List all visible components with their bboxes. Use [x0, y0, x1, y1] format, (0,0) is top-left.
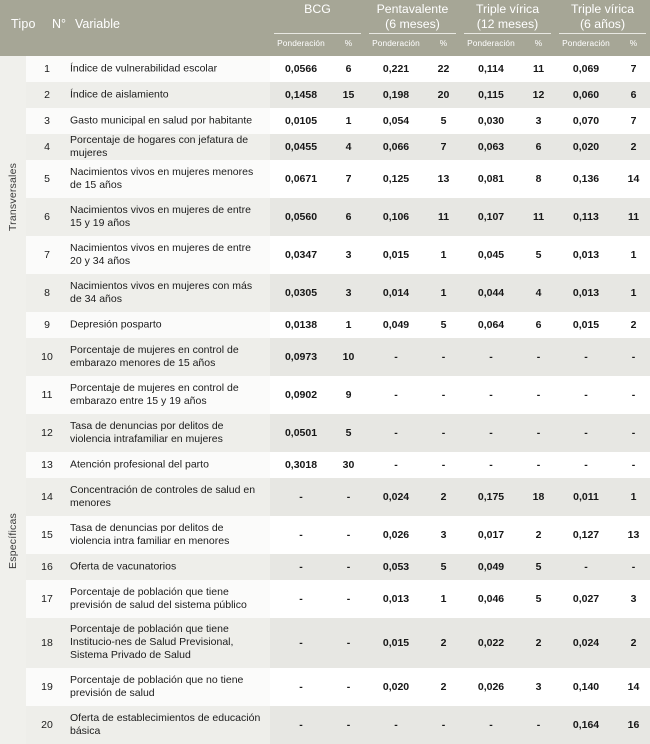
cell-triple-virica-12m-percent: 18: [532, 491, 545, 503]
cell-triple-virica-12m-percent: 5: [535, 593, 542, 605]
cell-triple-virica-12m-ponderacion: 0,114: [478, 63, 504, 75]
cell-triple-virica-6a-percent: -: [631, 351, 636, 363]
cell-triple-virica-6a-ponderacion: 0,015: [572, 319, 600, 331]
cell-pentavalente-percent: 5: [440, 561, 447, 573]
table-row: [0, 554, 650, 580]
cell-pentavalente-percent: -: [441, 427, 446, 439]
vaccine-group-name: Triple vírica: [570, 2, 635, 16]
cell-triple-virica-12m-percent: 3: [535, 681, 542, 693]
cell-triple-virica-6a-ponderacion: 0,013: [572, 287, 600, 299]
cell-pentavalente-ponderacion: -: [394, 389, 398, 401]
cell-triple-virica-6a-ponderacion: 0,024: [572, 637, 600, 649]
cell-pentavalente-percent: 20: [437, 89, 450, 101]
row-number: 9: [44, 319, 50, 331]
cell-triple-virica-6a-percent: 7: [630, 115, 637, 127]
cell-pentavalente-ponderacion: 0,015: [382, 249, 410, 261]
cell-triple-virica-6a-ponderacion: -: [584, 459, 588, 471]
cell-bcg-percent: 7: [345, 173, 352, 185]
cell-triple-virica-12m-percent: 4: [535, 287, 542, 299]
cell-bcg-ponderacion: 0,0566: [284, 63, 318, 75]
row-number: 6: [44, 211, 50, 223]
subcolumn-header-ponderacion-1: Ponderación: [277, 38, 325, 48]
cell-bcg-percent: 6: [345, 63, 352, 75]
cell-triple-virica-12m-ponderacion: 0,046: [477, 593, 505, 605]
subcolumn-header-ponderacion-2: Ponderación: [372, 38, 420, 48]
cell-pentavalente-percent: 2: [440, 637, 447, 649]
row-variable-label: Depresión posparto: [70, 318, 162, 331]
cell-triple-virica-6a-percent: 7: [630, 63, 637, 75]
table-row: [0, 160, 650, 198]
cell-triple-virica-6a-percent: 6: [630, 89, 637, 101]
row-variable-label: Porcentaje de población que no tiene previsión de salud: [70, 673, 244, 699]
cell-bcg-ponderacion: 0,0671: [284, 173, 318, 185]
cell-triple-virica-12m-percent: -: [536, 719, 541, 731]
cell-triple-virica-12m-ponderacion: 0,022: [477, 637, 505, 649]
cell-pentavalente-ponderacion: 0,020: [382, 681, 410, 693]
cell-bcg-percent: -: [346, 491, 351, 503]
row-variable-label: Nacimientos vivos en mujeres de entre 20 y 34 años: [70, 241, 251, 267]
row-variable-label: Índice de aislamiento: [70, 88, 169, 101]
cell-bcg-percent: 1: [345, 115, 352, 127]
cell-pentavalente-percent: -: [441, 389, 446, 401]
cell-bcg-ponderacion: -: [299, 593, 303, 605]
cell-pentavalente-ponderacion: 0,106: [382, 211, 410, 223]
row-number: 3: [44, 115, 50, 127]
cell-bcg-percent: 3: [345, 249, 352, 261]
cell-bcg-ponderacion: -: [299, 561, 303, 573]
cell-triple-virica-12m-ponderacion: 0,107: [477, 211, 505, 223]
cell-pentavalente-percent: 5: [440, 115, 447, 127]
vaccine-group-header-4: [555, 2, 650, 31]
cell-triple-virica-6a-percent: 1: [630, 287, 637, 299]
row-number: 7: [44, 249, 50, 261]
cell-bcg-ponderacion: 0,1458: [284, 89, 318, 101]
row-number: 16: [41, 561, 53, 573]
cell-bcg-percent: 10: [342, 351, 355, 363]
group-divider-rule: [464, 33, 551, 34]
cell-pentavalente-ponderacion: 0,054: [382, 115, 410, 127]
cell-pentavalente-percent: 1: [440, 249, 447, 261]
cell-triple-virica-12m-percent: 5: [535, 561, 542, 573]
cell-bcg-ponderacion: -: [299, 491, 303, 503]
type-group-label: Transversales: [7, 162, 19, 232]
cell-triple-virica-6a-ponderacion: 0,140: [572, 681, 600, 693]
cell-bcg-percent: 4: [345, 141, 352, 153]
row-number: 5: [44, 173, 50, 185]
cell-triple-virica-12m-ponderacion: 0,115: [478, 89, 504, 101]
cell-triple-virica-12m-percent: 3: [535, 115, 542, 127]
cell-bcg-percent: -: [346, 681, 351, 693]
cell-bcg-percent: -: [346, 719, 351, 731]
cell-triple-virica-12m-ponderacion: -: [489, 459, 493, 471]
cell-pentavalente-ponderacion: 0,049: [382, 319, 410, 331]
cell-pentavalente-ponderacion: 0,026: [382, 529, 410, 541]
cell-pentavalente-ponderacion: -: [394, 351, 398, 363]
cell-triple-virica-12m-ponderacion: -: [489, 389, 493, 401]
cell-pentavalente-ponderacion: -: [394, 427, 398, 439]
cell-bcg-percent: 15: [342, 89, 355, 101]
cell-pentavalente-ponderacion: 0,125: [382, 173, 410, 185]
cell-triple-virica-6a-ponderacion: 0,027: [572, 593, 600, 605]
cell-triple-virica-12m-percent: 2: [535, 529, 542, 541]
cell-triple-virica-12m-ponderacion: 0,017: [477, 529, 505, 541]
row-variable-label: Porcentaje de población que tiene Institucio-nes de Salud Previsional, Sistema Privado de Salud: [70, 623, 234, 662]
cell-bcg-ponderacion: 0,0501: [284, 427, 318, 439]
cell-bcg-ponderacion: -: [299, 719, 303, 731]
table-header-left: [0, 0, 270, 56]
column-header-tipo: Tipo: [11, 17, 36, 31]
cell-triple-virica-12m-ponderacion: -: [489, 427, 493, 439]
cell-triple-virica-6a-ponderacion: 0,136: [572, 173, 600, 185]
row-variable-label: Porcentaje de población que tiene previsión de salud del sistema público: [70, 585, 247, 611]
group-divider-rule: [274, 33, 361, 34]
table-row: [0, 668, 650, 706]
cell-triple-virica-6a-ponderacion: 0,113: [573, 211, 599, 223]
cell-pentavalente-ponderacion: 0,221: [382, 63, 410, 75]
cell-pentavalente-ponderacion: 0,198: [382, 89, 410, 101]
row-variable-label: Nacimientos vivos en mujeres menores de 15 años: [70, 165, 254, 191]
row-variable-label: Nacimientos vivos en mujeres de entre 15 y 19 años: [70, 203, 251, 229]
table-row: [0, 618, 650, 668]
cell-pentavalente-percent: 22: [437, 63, 450, 75]
cell-triple-virica-12m-percent: 11: [532, 63, 545, 75]
table-row: [0, 108, 650, 134]
cell-bcg-ponderacion: 0,0560: [284, 211, 318, 223]
cell-triple-virica-6a-percent: -: [631, 427, 636, 439]
subcolumn-header-percent-2: %: [439, 38, 448, 48]
cell-triple-virica-12m-percent: -: [536, 459, 541, 471]
cell-bcg-percent: -: [346, 593, 351, 605]
cell-pentavalente-percent: 1: [440, 593, 447, 605]
subcolumn-header-ponderacion-4: Ponderación: [562, 38, 610, 48]
row-number: 12: [41, 427, 53, 439]
cell-triple-virica-6a-percent: 2: [630, 141, 637, 153]
table-row: [0, 82, 650, 108]
cell-bcg-ponderacion: 0,0105: [284, 115, 318, 127]
vaccine-group-name: Pentavalente: [376, 2, 449, 16]
row-number: 15: [41, 529, 53, 541]
cell-triple-virica-12m-percent: 12: [532, 89, 545, 101]
cell-triple-virica-6a-ponderacion: 0,069: [572, 63, 600, 75]
cell-bcg-percent: 30: [342, 459, 355, 471]
cell-triple-virica-12m-ponderacion: 0,064: [477, 319, 505, 331]
cell-pentavalente-percent: -: [441, 351, 446, 363]
cell-bcg-ponderacion: 0,0347: [284, 249, 318, 261]
cell-pentavalente-percent: 13: [437, 173, 450, 185]
row-variable-label: Tasa de denuncias por delitos de violencia intrafamiliar en mujeres: [70, 419, 224, 445]
cell-triple-virica-6a-ponderacion: 0,011: [573, 491, 599, 503]
row-number: 1: [44, 63, 50, 75]
cell-pentavalente-ponderacion: 0,053: [382, 561, 410, 573]
vaccine-group-header-1: [270, 2, 365, 17]
cell-bcg-ponderacion: 0,0455: [284, 141, 318, 153]
row-number: 18: [41, 637, 53, 649]
subcolumn-header-ponderacion-3: Ponderación: [467, 38, 515, 48]
cell-bcg-percent: 5: [345, 427, 352, 439]
cell-bcg-ponderacion: 0,0138: [284, 319, 318, 331]
cell-triple-virica-12m-percent: -: [536, 389, 541, 401]
cell-triple-virica-6a-ponderacion: 0,020: [572, 141, 600, 153]
row-number: 8: [44, 287, 50, 299]
cell-triple-virica-6a-percent: -: [631, 389, 636, 401]
cell-bcg-percent: 1: [345, 319, 352, 331]
cell-triple-virica-12m-ponderacion: 0,026: [477, 681, 505, 693]
row-number: 19: [41, 681, 53, 693]
row-variable-label: Oferta de establecimientos de educación básica: [70, 711, 261, 737]
table-row: [0, 478, 650, 516]
table-row: [0, 134, 650, 160]
cell-triple-virica-12m-percent: 2: [535, 637, 542, 649]
vaccine-group-age: (6 meses): [385, 16, 440, 31]
cell-triple-virica-6a-percent: 1: [630, 491, 637, 503]
row-variable-label: Porcentaje de mujeres en control de embarazo entre 15 y 19 años: [70, 381, 239, 407]
table-header: [0, 0, 650, 56]
cell-bcg-percent: -: [346, 529, 351, 541]
cell-pentavalente-percent: -: [441, 459, 446, 471]
cell-bcg-ponderacion: 0,0305: [284, 287, 318, 299]
cell-bcg-ponderacion: 0,3018: [284, 459, 318, 471]
cell-triple-virica-12m-ponderacion: 0,175: [477, 491, 505, 503]
table-row: [0, 706, 650, 744]
row-number: 17: [41, 593, 53, 605]
cell-triple-virica-6a-percent: 3: [630, 593, 637, 605]
row-variable-label: Oferta de vacunatorios: [70, 560, 177, 573]
cell-triple-virica-6a-ponderacion: -: [584, 351, 588, 363]
cell-triple-virica-6a-ponderacion: 0,164: [572, 719, 600, 731]
vaccine-group-age: (6 años): [579, 16, 626, 31]
table-header-groups: [270, 0, 650, 56]
row-variable-label: Nacimientos vivos en mujeres con más de 34 años: [70, 279, 253, 305]
cell-triple-virica-6a-ponderacion: 0,013: [572, 249, 600, 261]
cell-bcg-ponderacion: 0,0973: [284, 351, 318, 363]
row-number: 4: [44, 141, 50, 153]
cell-bcg-ponderacion: -: [299, 529, 303, 541]
cell-pentavalente-ponderacion: -: [394, 719, 398, 731]
cell-triple-virica-6a-ponderacion: 0,060: [572, 89, 600, 101]
table-row: [0, 312, 650, 338]
cell-triple-virica-6a-percent: -: [631, 459, 636, 471]
row-number: 11: [41, 389, 53, 401]
row-variable-label: Atención profesional del parto: [70, 458, 209, 471]
row-variable-label: Concentración de controles de salud en menores: [70, 483, 256, 509]
cell-triple-virica-12m-percent: 8: [535, 173, 542, 185]
row-number: 2: [44, 89, 50, 101]
row-number: 14: [41, 491, 53, 503]
cell-triple-virica-6a-ponderacion: 0,070: [572, 115, 600, 127]
table-body: [0, 56, 650, 737]
cell-pentavalente-ponderacion: 0,013: [382, 593, 410, 605]
subcolumn-header-percent-1: %: [344, 38, 353, 48]
table-row: [0, 338, 650, 376]
cell-pentavalente-percent: 2: [440, 491, 447, 503]
group-divider-rule: [559, 33, 646, 34]
cell-triple-virica-6a-percent: 2: [630, 637, 637, 649]
table-row: [0, 236, 650, 274]
cell-triple-virica-6a-percent: 11: [627, 211, 640, 223]
cell-bcg-percent: 6: [345, 211, 352, 223]
cell-triple-virica-12m-percent: -: [536, 351, 541, 363]
column-header-variable: Variable: [75, 17, 120, 31]
row-number: 10: [41, 351, 53, 363]
cell-triple-virica-12m-ponderacion: 0,044: [477, 287, 505, 299]
table-row: [0, 414, 650, 452]
cell-bcg-ponderacion: 0,0902: [284, 389, 318, 401]
vaccine-group-name: Triple vírica: [475, 2, 540, 16]
table-row: [0, 580, 650, 618]
cell-triple-virica-6a-percent: 16: [627, 719, 640, 731]
cell-pentavalente-percent: 11: [437, 211, 450, 223]
cell-triple-virica-12m-percent: -: [536, 427, 541, 439]
cell-pentavalente-ponderacion: 0,024: [382, 491, 410, 503]
cell-triple-virica-6a-percent: 13: [627, 529, 640, 541]
cell-triple-virica-12m-ponderacion: 0,049: [477, 561, 505, 573]
row-variable-label: Porcentaje de hogares con jefatura de mujeres: [70, 133, 249, 159]
cell-pentavalente-ponderacion: 0,066: [382, 141, 410, 153]
vaccine-group-header-2: [365, 2, 460, 31]
cell-triple-virica-6a-percent: 1: [630, 249, 637, 261]
row-variable-label: Gasto municipal en salud por habitante: [70, 114, 253, 127]
cell-triple-virica-12m-ponderacion: -: [489, 719, 493, 731]
cell-pentavalente-percent: 3: [440, 529, 447, 541]
cell-triple-virica-6a-percent: 14: [627, 173, 640, 185]
cell-triple-virica-6a-ponderacion: -: [584, 389, 588, 401]
subcolumn-header-percent-4: %: [629, 38, 638, 48]
cell-triple-virica-6a-ponderacion: -: [584, 561, 588, 573]
cell-triple-virica-12m-percent: 6: [535, 319, 542, 331]
cell-triple-virica-12m-ponderacion: 0,045: [477, 249, 505, 261]
cell-pentavalente-percent: 2: [440, 681, 447, 693]
cell-triple-virica-6a-ponderacion: 0,127: [572, 529, 600, 541]
cell-pentavalente-percent: 5: [440, 319, 447, 331]
subcolumn-header-percent-3: %: [534, 38, 543, 48]
cell-pentavalente-ponderacion: 0,015: [382, 637, 410, 649]
cell-triple-virica-12m-ponderacion: 0,081: [477, 173, 505, 185]
cell-triple-virica-6a-percent: 14: [627, 681, 640, 693]
row-variable-label: Tasa de denuncias por delitos de violencia intra familiar en menores: [70, 521, 230, 547]
table-row: [0, 56, 650, 82]
row-variable-label: Porcentaje de mujeres en control de embarazo menores de 15 años: [70, 343, 239, 369]
cell-bcg-percent: 9: [345, 389, 352, 401]
cell-pentavalente-percent: 7: [440, 141, 447, 153]
cell-bcg-percent: 3: [345, 287, 352, 299]
cell-triple-virica-6a-ponderacion: -: [584, 427, 588, 439]
type-group-2: [0, 338, 26, 744]
type-group-1: [0, 56, 26, 338]
table-row: [0, 274, 650, 312]
row-number: 20: [41, 719, 53, 731]
cell-triple-virica-12m-percent: 6: [535, 141, 542, 153]
cell-pentavalente-percent: 1: [440, 287, 447, 299]
type-group-label: Específicas: [7, 513, 19, 569]
table-row: [0, 376, 650, 414]
cell-triple-virica-12m-percent: 11: [532, 211, 545, 223]
cell-bcg-ponderacion: -: [299, 637, 303, 649]
cell-triple-virica-12m-percent: 5: [535, 249, 542, 261]
vaccine-group-name: BCG: [304, 2, 331, 16]
table-row: [0, 198, 650, 236]
group-divider-rule: [369, 33, 456, 34]
column-header-numero: N°: [52, 17, 67, 31]
cell-bcg-percent: -: [346, 561, 351, 573]
cell-pentavalente-ponderacion: -: [394, 459, 398, 471]
vaccine-group-header-3: [460, 2, 555, 31]
cell-bcg-percent: -: [346, 637, 351, 649]
row-variable-label: Índice de vulnerabilidad escolar: [70, 62, 218, 75]
vaccine-group-age: (12 meses): [476, 16, 539, 31]
table-row: [0, 452, 650, 478]
table-row: [0, 516, 650, 554]
cell-triple-virica-12m-ponderacion: 0,063: [477, 141, 505, 153]
cell-triple-virica-6a-percent: -: [631, 561, 636, 573]
cell-triple-virica-12m-ponderacion: -: [489, 351, 493, 363]
cell-triple-virica-6a-percent: 2: [630, 319, 637, 331]
cell-pentavalente-percent: -: [441, 719, 446, 731]
cell-triple-virica-12m-ponderacion: 0,030: [477, 115, 505, 127]
cell-bcg-ponderacion: -: [299, 681, 303, 693]
row-number: 13: [41, 459, 53, 471]
cell-pentavalente-ponderacion: 0,014: [382, 287, 410, 299]
